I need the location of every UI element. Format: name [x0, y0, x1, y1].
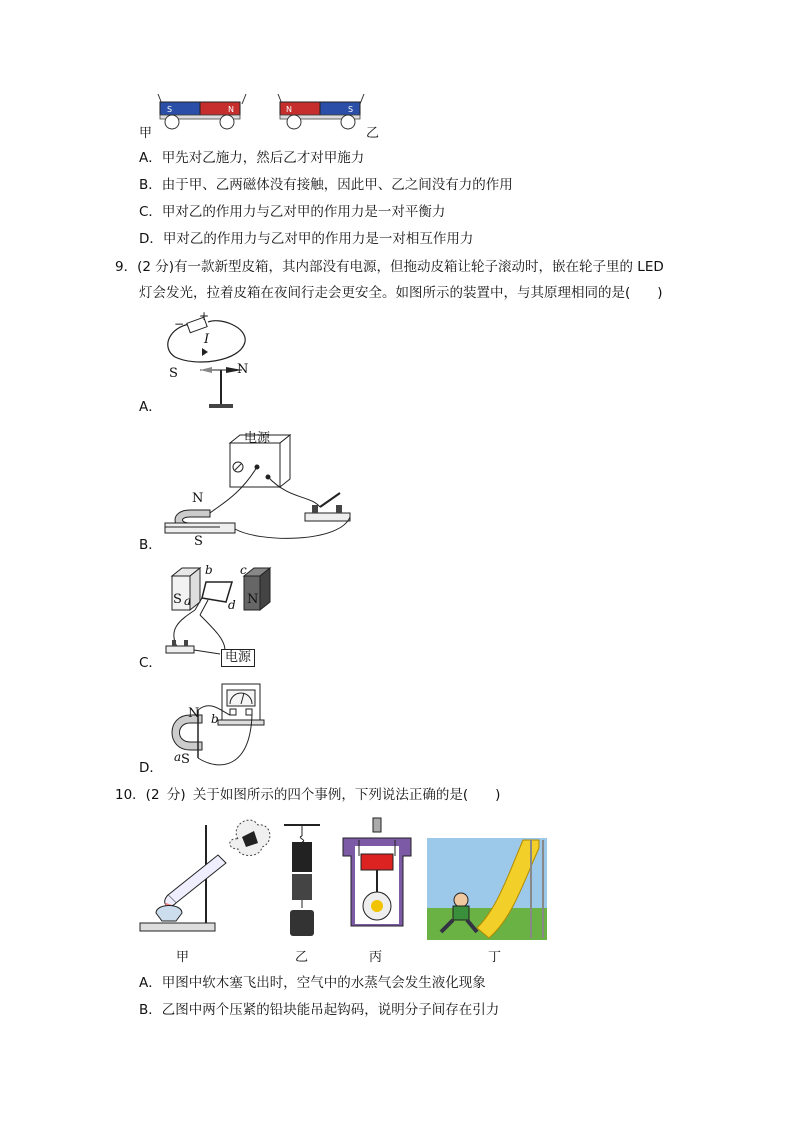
car-yi-s-pole: S — [348, 105, 354, 114]
q10-figure-jia — [138, 815, 273, 935]
slide-drawing — [427, 838, 547, 940]
fig-b-south: S — [194, 534, 203, 549]
q10-stem: 10．(2 分) 关于如图所示的四个事例，下列说法正确的是( ) — [115, 787, 501, 803]
q10-option-b: B．乙图中两个压紧的铅块能吊起钩码，说明分子间存在引力 — [139, 1002, 500, 1018]
q10-figure-bing — [337, 816, 417, 936]
fig-b-power-label: 电源 — [244, 431, 271, 446]
q9-figure-c — [160, 560, 280, 665]
fig-a-current-label: I — [204, 332, 210, 347]
fig-c-b: b — [205, 563, 213, 577]
q10-figure-ding — [427, 838, 547, 940]
coil-field-drawing — [160, 560, 280, 665]
car-yi-n-pole: N — [286, 105, 292, 114]
fig-d-a: a — [174, 750, 182, 764]
q10-figure-yi — [282, 822, 322, 937]
lead-blocks-drawing — [282, 822, 322, 937]
q9-option-b-label: B． — [139, 537, 162, 553]
q8-option-a: A．甲先对乙施力，然后乙才对甲施力 — [139, 150, 365, 166]
q9-stem-line2: 灯会发光，拉着皮箱在夜间行走会更安全。如图所示的装置中，与其原理相同的是( ) — [139, 285, 663, 301]
test-tube-drawing — [138, 815, 273, 935]
q8-option-d: D．甲对乙的作用力与乙对甲的作用力是一对相互作用力 — [139, 231, 474, 247]
fig-c-power-box: 电源 — [221, 649, 255, 667]
fig-a-south: S — [169, 366, 178, 381]
q10-caption-bing: 丙 — [369, 950, 383, 965]
fig-c-a: a — [184, 594, 192, 608]
fig-d-south: S — [181, 752, 190, 767]
fig-a-minus: − — [174, 317, 185, 331]
fig-d-north: N — [188, 706, 200, 721]
fig-c-d: d — [228, 598, 236, 612]
fig-c-north: N — [247, 592, 259, 607]
q8-option-c: C．甲对乙的作用力与乙对甲的作用力是一对平衡力 — [139, 204, 446, 220]
fig-c-south: S — [173, 592, 182, 607]
q9-option-a-label: A． — [139, 399, 162, 415]
q10-caption-yi: 乙 — [295, 950, 309, 965]
q9-option-c-label: C． — [139, 655, 162, 671]
q8-option-b: B．由于甲、乙两磁体没有接触，因此甲、乙之间没有力的作用 — [139, 177, 513, 193]
fig-a-plus: + — [199, 309, 210, 323]
magnet-cars-figure — [130, 90, 400, 140]
fig-label-jia: 甲 — [139, 126, 153, 141]
q9-option-d-label: D． — [139, 760, 163, 776]
fig-c-c: c — [240, 563, 247, 577]
fig-label-yi: 乙 — [366, 126, 380, 141]
q10-caption-jia: 甲 — [176, 950, 190, 965]
fig-a-north: N — [237, 362, 249, 377]
q10-option-a: A．甲图中软木塞飞出时，空气中的水蒸气会发生液化现象 — [139, 975, 486, 991]
car-jia-s-pole: S — [167, 105, 173, 114]
magnet-cars-drawing — [130, 90, 400, 140]
fig-d-b: b — [211, 712, 219, 726]
q10-caption-ding: 丁 — [488, 950, 502, 965]
q9-stem-line1: 9．(2 分)有一款新型皮箱，其内部没有电源，但拖动皮箱让轮子滚动时，嵌在轮子里的 LED — [115, 259, 664, 275]
car-jia-n-pole: N — [228, 105, 234, 114]
fig-b-north: N — [192, 491, 204, 506]
engine-cylinder-drawing — [337, 816, 417, 936]
